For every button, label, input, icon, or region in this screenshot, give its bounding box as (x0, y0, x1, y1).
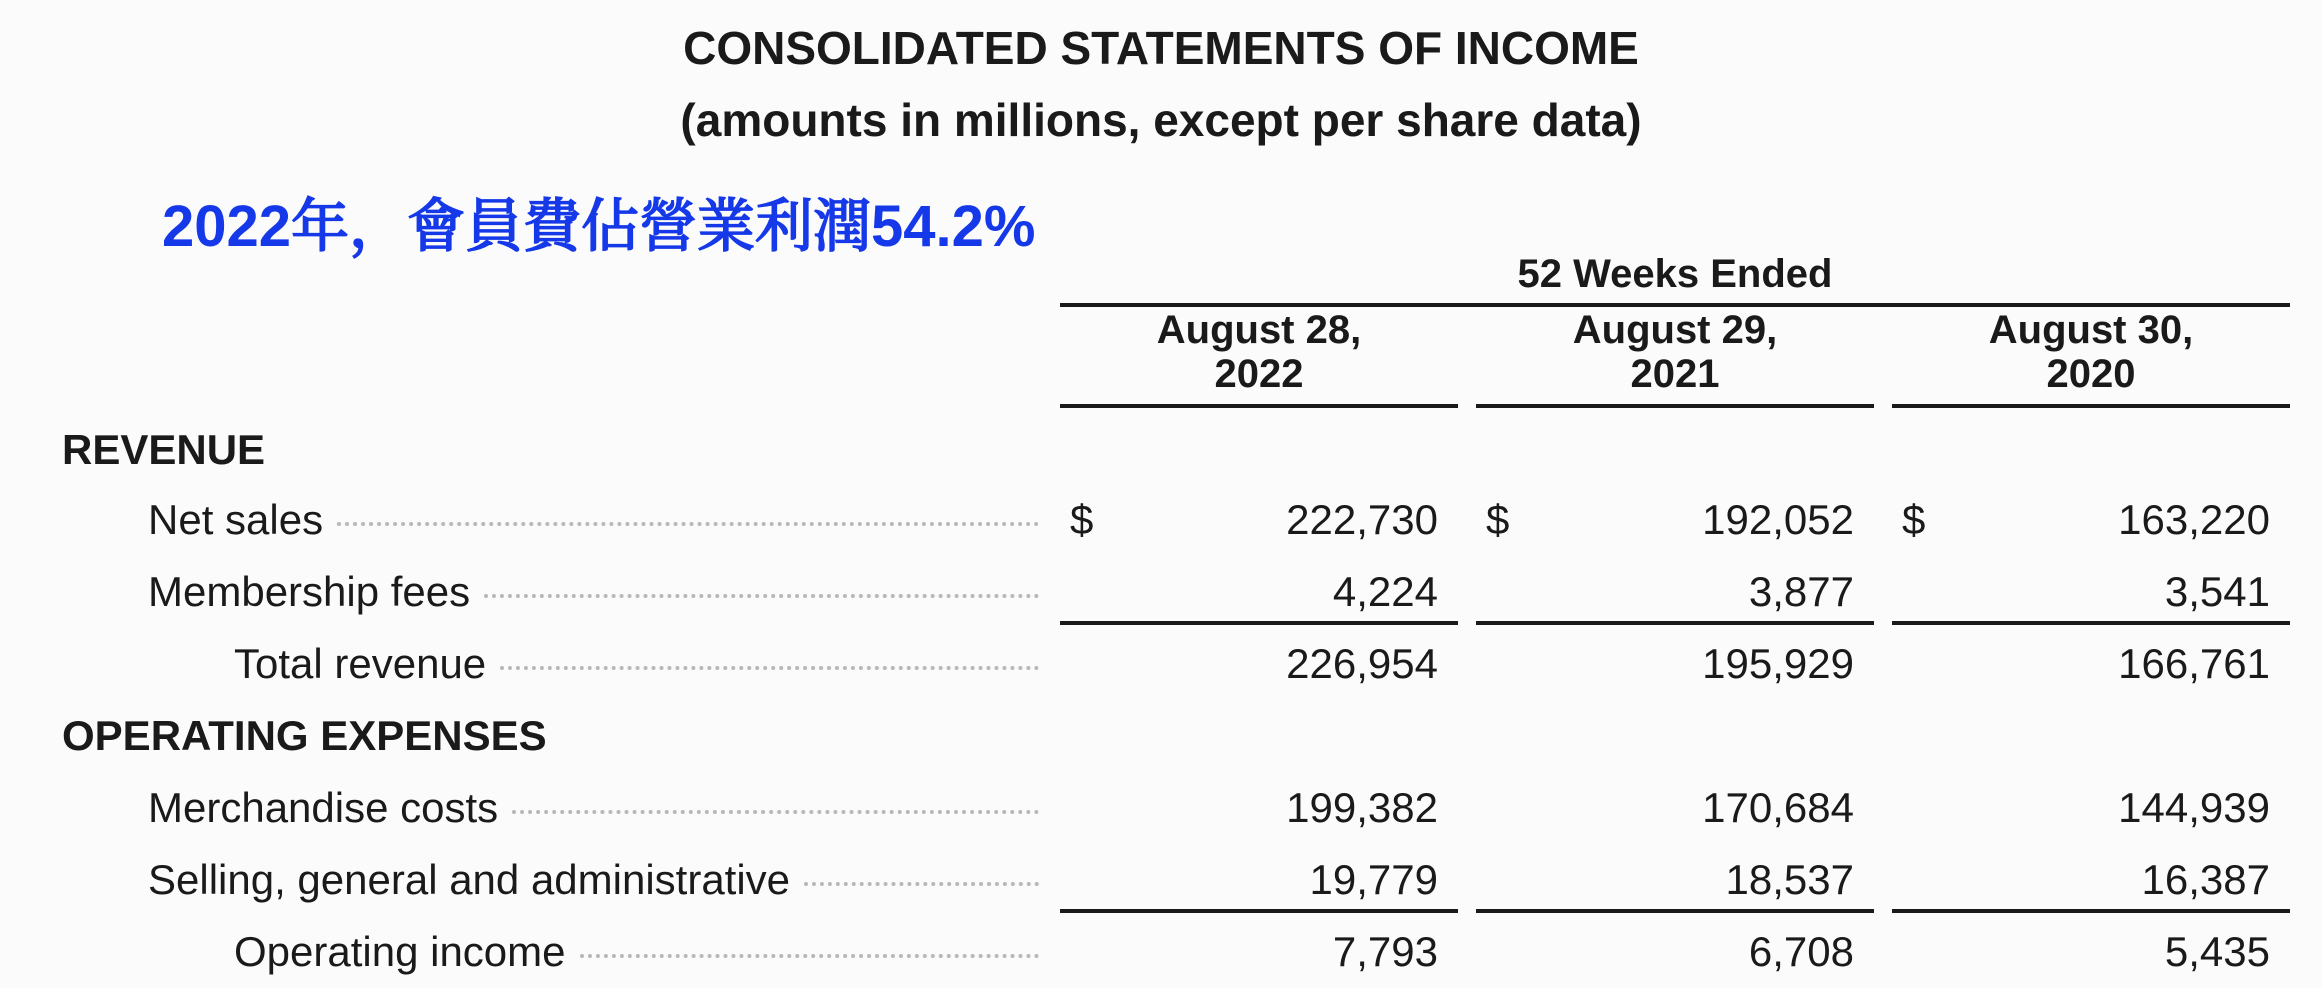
row-label-merchandise-costs (148, 782, 1043, 834)
subtotal-rule (1060, 621, 1458, 625)
value-total-revenue-2020: 166,761 (2118, 640, 2270, 687)
value-membership-fees-2021: 3,877 (1748, 568, 1854, 615)
column-header-date: August 29, (1572, 308, 1778, 352)
row-label-text: Net sales (148, 496, 324, 543)
section-heading-operating-expenses: OPERATING EXPENSES (62, 712, 547, 759)
value-merchandise-costs-2020: 144,939 (2118, 784, 2270, 831)
value-operating-income-2022: 7,793 (1332, 928, 1438, 975)
dot-leader (500, 666, 1039, 670)
value-total-revenue-2022: 226,954 (1286, 640, 1438, 687)
row-label-text: Operating income (234, 928, 566, 975)
currency-symbol: $ (1902, 496, 1926, 543)
dot-leader (804, 882, 1039, 886)
subtotal-rule (1476, 621, 1874, 625)
value-net-sales-2020: 163,220 (2118, 496, 2270, 543)
value-sga-2022: 19,779 (1309, 856, 1438, 903)
column-header-2022 (1060, 308, 1458, 396)
row-label-total-revenue (234, 638, 1043, 690)
row-label-membership-fees (148, 566, 1043, 618)
column-header-year: 2020 (2046, 352, 2136, 396)
value-sga-2020: 16,387 (2141, 856, 2270, 903)
row-label-net-sales (148, 494, 1043, 546)
subtotal-rule (1476, 909, 1874, 913)
row-label-text: Selling, general and administrative (148, 856, 791, 903)
column-header-year: 2021 (1630, 352, 1720, 396)
value-membership-fees-2022: 4,224 (1332, 568, 1438, 615)
row-label-sga (148, 854, 1043, 906)
column-header-rule (1892, 404, 2290, 408)
column-header-date: August 30, (1988, 308, 2194, 352)
dot-leader (484, 594, 1039, 598)
dot-leader (512, 810, 1039, 814)
period-header: 52 Weeks Ended (1517, 252, 1833, 296)
row-label-text: Merchandise costs (148, 784, 499, 831)
currency-symbol: $ (1486, 496, 1510, 543)
column-header-2021 (1476, 308, 1874, 396)
subtotal-rule (1892, 621, 2290, 625)
row-label-operating-income (234, 926, 1043, 978)
value-operating-income-2021: 6,708 (1748, 928, 1854, 975)
dot-leader (337, 522, 1039, 526)
value-net-sales-2022: 222,730 (1286, 496, 1438, 543)
value-membership-fees-2020: 3,541 (2164, 568, 2270, 615)
dot-leader (580, 954, 1039, 958)
value-total-revenue-2021: 195,929 (1702, 640, 1854, 687)
row-label-text: Total revenue (234, 640, 487, 687)
value-operating-income-2020: 5,435 (2164, 928, 2270, 975)
currency-symbol: $ (1070, 496, 1094, 543)
section-heading-revenue: REVENUE (62, 426, 266, 473)
row-label-text: Membership fees (148, 568, 471, 615)
column-header-rule (1060, 404, 1458, 408)
value-net-sales-2021: 192,052 (1702, 496, 1854, 543)
value-sga-2021: 18,537 (1725, 856, 1854, 903)
column-header-date: August 28, (1156, 308, 1362, 352)
column-header-rule (1476, 404, 1874, 408)
statement-subtitle: (amounts in millions, except per share data) (680, 94, 1642, 146)
statement-title: CONSOLIDATED STATEMENTS OF INCOME (683, 22, 1639, 74)
value-merchandise-costs-2022: 199,382 (1286, 784, 1438, 831)
subtotal-rule (1892, 909, 2290, 913)
column-header-year: 2022 (1214, 352, 1304, 396)
column-header-2020 (1892, 308, 2290, 396)
period-header-rule (1060, 303, 2290, 307)
annotation-text: 2022年，會員費佔營業利潤54.2% (162, 194, 1036, 259)
subtotal-rule (1060, 909, 1458, 913)
value-merchandise-costs-2021: 170,684 (1702, 784, 1854, 831)
